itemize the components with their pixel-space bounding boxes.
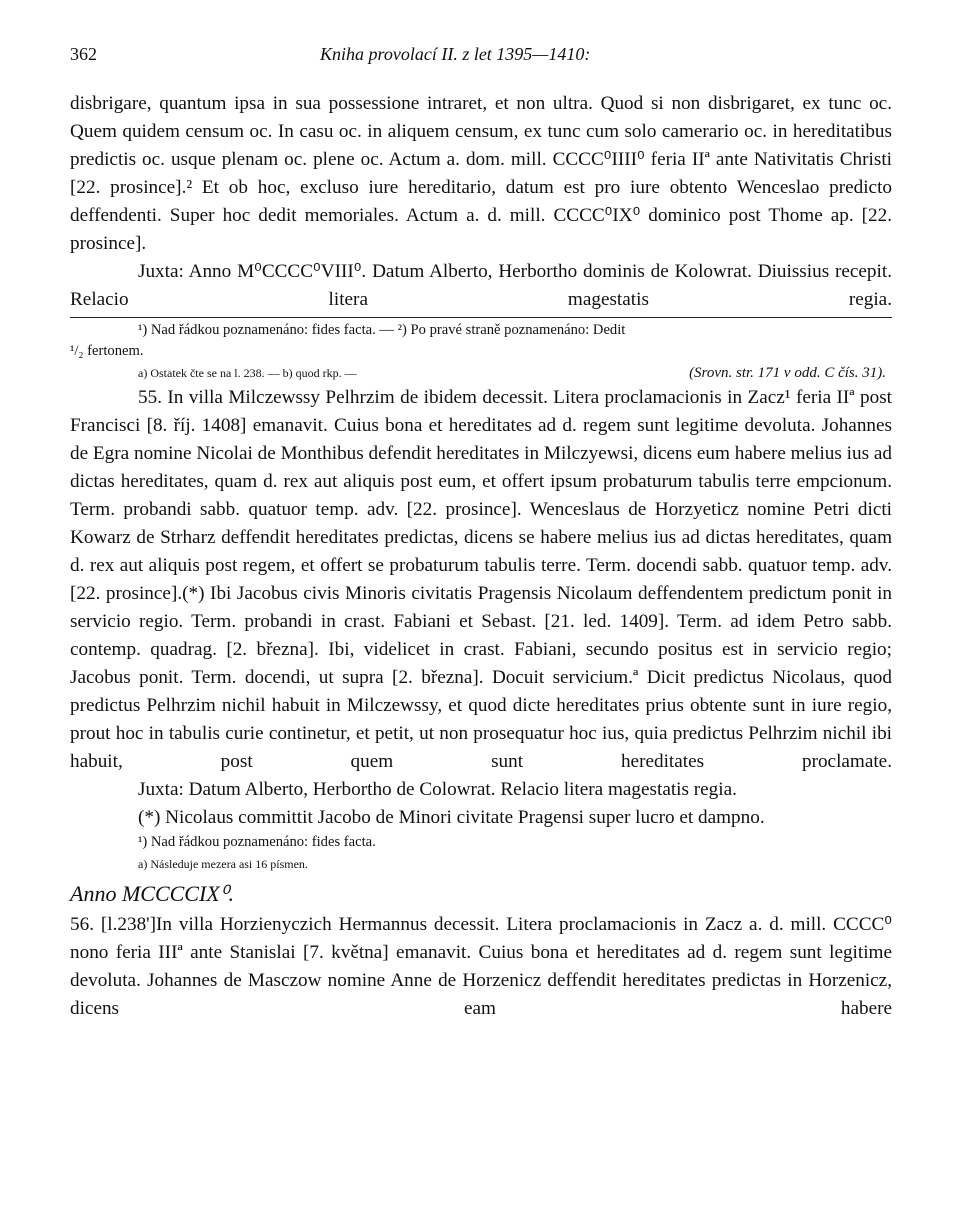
paragraph-juxta-1: Juxta: Anno M⁰CCCC⁰VIII⁰. Datum Alberto, Herbortho dominis de Kolowrat. Diuissius recepit. Relacio litera magestatis regia. — [70, 261, 892, 310]
textual-note-line — [138, 362, 892, 384]
footnote-line: ¹/₂ fertonem. — [70, 343, 144, 359]
entry-56: 56. [l.238']In villa Horzienyczich Hermannus decessit. Litera proclamacionis in Zacz a. d. mill. CCCC⁰ nono feria IIIª ante Stanislai [7. května] emanavit. Cuius bona et hereditates ad d. regem sunt legitime devoluta. Johannes de Masczow nomine Anne de Horzenicz deffendit hereditates predictas in Horzenicz, dicens eam habere — [70, 914, 892, 1019]
entry-55: 55. In villa Milczewssy Pelhrzim de ibidem decessit. Litera proclamacionis in Zacz¹ feria IIª post Francisci [8. říj. 1408] emanavit. Cuius bona et hereditates ad d. regem sunt legitime devoluta. Johannes de Egra nomine Nicolai de Monthibus defendit hereditates in Milczyewsi, dicens eum habere melius ius ad dictas hereditates, quam d. rex aut aliquis post eum, et offert ipsum probaturum tabulis terre empcionum. Term. probandi sabb. quatuor temp. adv. [22. prosince]. Wenceslaus de Horzyeticz nomine Petri dicti Kowarz de Strharz deffendit hereditates predictas, dicens se habere melius ius ad dictas hereditates, quam d. rex aut aliquis post regem, et offert se probaturum tabulis terre. Term. docendi sabb. quatuor temp. adv. [22. prosince].(*) Ibi Jacobus civis Minoris civitatis Pragensis Nicolaum deffendentem predictum ponit in servicio regio. Term. probandi in crast. Fabiani et Sebast. [21. led. 1409]. Term. ad idem Petro sabb. contemp. quadrag. [2. března]. Ibi, videlicet in crast. Fabiani, secundo positus est in servicio regio; Jacobus ponit. Term. docendi, ut supra [2. března]. Docuit servicium.ª Dicit predictus Nicolaus, quod predictus Pelhrzim nichil habuit in Milczewssy, et quod dicte hereditates prius obtente sunt in iure regio, prout hoc in tabulis curie continetur, et petit, ut non prosequatur hoc ius, quia predictus Pelhrzim nichil ibi habuit, post quem sunt hereditates proclamate. — [70, 387, 892, 772]
page-content — [70, 90, 892, 1023]
paragraph-note-star: (*) Nicolaus committit Jacobo de Minori civitate Pragensi super lucro et dampno. — [138, 807, 765, 828]
textual-note-line: a) Následuje mezera asi 16 písmen. — [138, 857, 308, 871]
paragraph-juxta-2: Juxta: Datum Alberto, Herbortho de Colowrat. Relacio litera magestatis regia. — [138, 779, 737, 800]
page-number: 362 — [70, 44, 97, 64]
footnote-line: ¹) Nad řádkou poznamenáno: fides facta. — ²) Po pravé straně poznamenáno: Dedit — [70, 317, 892, 341]
footnote-line: ¹) Nad řádkou poznamenáno: fides facta. — [138, 834, 376, 850]
running-head — [70, 44, 892, 68]
running-title: Kniha provolací II. z let 1395—1410: — [320, 44, 591, 64]
cross-reference-note: (Srovn. str. 171 v odd. C čís. 31). — [689, 365, 886, 381]
year-heading: Anno MCCCCIX⁰. — [70, 881, 235, 906]
paragraph-continuation: disbrigare, quantum ipsa in sua possessione intraret, et non ultra. Quod si non disbrigaret, ex tunc oc. Quem quidem censum oc. In casu oc. in aliquem censum, ex tunc cum solo camerario oc. in hereditatibus predictis oc. usque plenam oc. plene oc. Actum a. dom. mill. CCCC⁰IIII⁰ feria IIª ante Nativitatis Christi [22. prosince].² Et ob hoc, excluso iure hereditario, datum est pro iure obtento Wenceslao predicto deffendenti. Super hoc dedit memoriales. Actum a. d. mill. CCCC⁰IX⁰ dominico post Thome ap. [22. prosince]. — [70, 93, 892, 254]
textual-note: a) Ostatek čte se na l. 238. — b) quod rkp. — — [138, 366, 357, 380]
